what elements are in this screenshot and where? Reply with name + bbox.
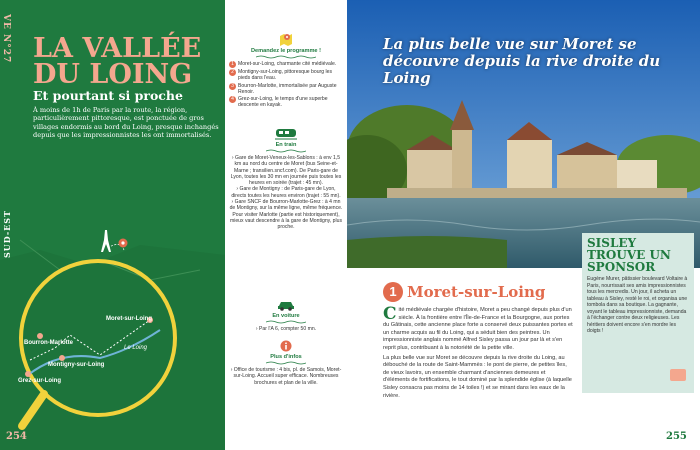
train-icon [275, 128, 297, 140]
wavy-underline [266, 320, 306, 324]
article-heading [383, 282, 545, 302]
photo-caption: La plus belle vue sur Moret se découvre depuis la rive droite du Loing [383, 35, 661, 87]
program-item: 1 Moret-sur-Loing, charmante cité médiévale. [229, 61, 343, 68]
more-info-title: Plus d'infos [270, 354, 302, 360]
eiffel-tower-icon [101, 230, 111, 252]
wavy-underline [266, 149, 306, 153]
train-text-2: › Gare de Montigny : de Paris-gare de Lyon, directs toutes les heures environ (trajet : 55 mn). [231, 186, 341, 199]
program-item: 3 Bourron-Marlotte, immortalisée par Auguste Renoir. [229, 83, 343, 96]
map-label-river: Le Loing [124, 345, 148, 351]
train-section [229, 128, 343, 231]
location-pin-icon [119, 239, 128, 248]
train-text-3: › Gare SNCF de Bourron-Marlotte-Grez : à 4 mn de Montigny, sur la même ligne, même fréquence. Pour visiter Marlotte (partie est historiquement), mieux vaut descendre à la gare de Montigny, plus proche. [229, 199, 343, 231]
left-panel [0, 0, 225, 450]
train-title: En train [275, 142, 297, 148]
wavy-underline [266, 361, 306, 365]
map-marker-bourron [37, 333, 43, 339]
region-map [0, 230, 225, 450]
more-info-section [229, 340, 343, 386]
map-marker-grez [25, 371, 31, 377]
wavy-underline [256, 55, 316, 59]
map-pin-icon [279, 32, 293, 46]
article-number-badge: 1 [383, 282, 403, 302]
page-number-left: 254 [6, 431, 27, 442]
sponsor-box [582, 233, 694, 393]
region-label: SUD-EST [2, 210, 12, 258]
map-label-montigny: Montigny-sur-Loing [48, 362, 105, 368]
sticky-tag-icon [670, 369, 686, 381]
program-section [229, 32, 343, 110]
train-text-1: › Gare de Moret-Veneux-les-Sablons : à env 1,5 km au nord du centre de Moret (bus Seine-et-Marne ; transilien.sncf.com). De Paris-gare de Lyon, toutes les 30 mn en journée puis toutes les heures en soirée (trajet : 45 mn). [230, 155, 342, 187]
info-column [225, 0, 347, 450]
sponsor-text: Eugène Murer, pâtissier boulevard Voltaire à Paris, nourrissait ses amis impressionnistes tous les mercredis. Un jour, il acheta un tableau à Sisley, resté le roi, et organisa une tombola dans sa boutique. La gagnante, voyant le tableau impressionniste, demanda à l'échanger contre deux religieuses. Les héritiers doivent encore s'en mordre les doigts ! [587, 276, 688, 334]
article-paragraph-1: ité médiévale chargée d'histoire, Moret a peu changé depuis plus d'un siècle. À la frontière entre l'Île-de-France et la Bourgogne, aux portes du Gâtinais, cette ancienne place forte a conservé deux puissantes portes et un charme acquis au fil du Loing, qui a séduit bien des peintres. Un impressionniste anglais nommé Alfred Sisley passa un jour par là et s'en reprit plus, contribuant à la notoriété de la petite ville. [383, 307, 573, 351]
info-icon [280, 340, 292, 352]
program-title: Demandez le programme ! [251, 48, 321, 54]
car-section [229, 300, 343, 332]
car-title: En voiture [272, 313, 300, 319]
map-marker-montigny [59, 355, 65, 361]
program-item: 4 Grez-sur-Loing, le temps d'une superbe descente en kayak. [229, 96, 343, 109]
drop-cap: C [383, 304, 397, 324]
article-paragraph-2: La plus belle vue sur Moret se découvre depuis la rive droite du Loing, au débouché de la route de Saint-Mammès : le pont de pierre, de petites îles, de vieux lavoirs, un ensemble charmant d'anciennes demeures et d'éléments de fortifications, le tout dominé par la splendide église (à laquelle Sisley consacra pas moins de 14 toiles !) et se mirant dans les eaux de la rivière. [383, 354, 572, 399]
page-subtitle: Et pourtant si proche [33, 88, 183, 103]
more-info-text: › Office de tourisme : 4 bis, pl. de Samois, Moret-sur-Loing. Accueil super efficace. Nombreuses brochures et plan de la ville. [230, 367, 342, 386]
page-number-right: 255 [666, 431, 687, 442]
issue-code: VE N°27 [1, 14, 11, 64]
program-item: 2 Montigny-sur-Loing, pittoresque bourg les pieds dans l'eau. [229, 69, 343, 82]
map-label-grez: Grez-sur-Loing [18, 378, 61, 384]
page-title: LA VALLÉE DU LOING [33, 33, 202, 90]
intro-text: À moins de 1h de Paris par la route, la région, particulièrement pittoresque, est ponctuée de gros villages endormis au bord du Loing, presque inchangés depuis que les impressionnistes les ont immortalisés. [33, 106, 219, 140]
sponsor-title: SISLEY TROUVE UN SPONSOR [587, 236, 671, 274]
car-text: › Par l'A 6, compter 50 mn. [255, 326, 317, 332]
article-body [383, 304, 573, 400]
map-label-moret: Moret-sur-Loing [106, 316, 152, 322]
map-label-bourron: Bourron-Marlotte [24, 340, 73, 346]
article-title: Moret-sur-Loing [407, 283, 546, 301]
car-icon [277, 300, 295, 311]
